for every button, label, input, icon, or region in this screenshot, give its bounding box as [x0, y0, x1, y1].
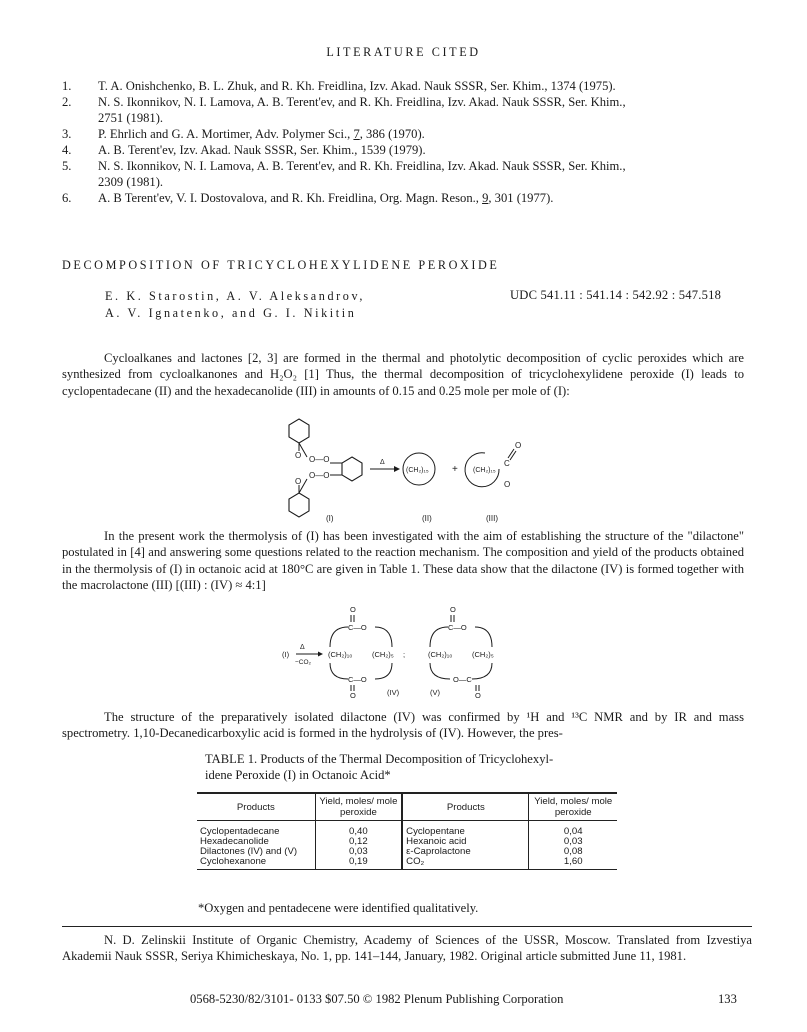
- reference-text: N. S. Ikonnikov, N. I. Lamova, A. B. Terent'ev, and R. Kh. Freidlina, Izv. Akad. Nauk SSSR, Ser. Khim.,: [98, 95, 626, 109]
- peroxide-link: O—O: [309, 455, 330, 464]
- ring-formula: (CH₂)₁₅: [473, 467, 496, 474]
- compound-label: (III): [486, 514, 498, 523]
- products-table: [197, 792, 617, 870]
- reference-item: [62, 190, 762, 206]
- carbonyl-oxygen: O: [475, 691, 481, 699]
- dilactone-V: [428, 607, 494, 699]
- table-cell: 0,12: [315, 837, 402, 847]
- plus-sign: +: [452, 464, 458, 475]
- reference-item: [62, 126, 762, 142]
- start-compound: (I): [282, 650, 290, 659]
- table-cell: 0,03: [315, 847, 402, 857]
- reference-text: A. B. Terent'ev, Izv. Akad. Nauk SSSR, Ser. Khim., 1539 (1979).: [98, 143, 426, 157]
- article-title: DECOMPOSITION OF TRICYCLOHEXYLIDENE PEROXIDE: [62, 258, 500, 272]
- carbonyl-oxygen: O: [350, 691, 356, 699]
- reference-continuation: [62, 174, 762, 190]
- reference-continuation: [62, 110, 762, 126]
- carbonyl-carbon: C: [504, 459, 510, 468]
- cyclohexane-ring-right: [342, 457, 362, 481]
- reference-text: T. A. Onishchenko, B. L. Zhuk, and R. Kh. Freidlina, Izv. Akad. Nauk SSSR, Ser. Khim., 1374 (1975).: [98, 79, 616, 93]
- carbonyl-bond: [508, 449, 514, 458]
- table-cell: Cyclohexanone: [197, 857, 315, 870]
- compound-label: (V): [430, 688, 440, 697]
- heat-symbol: Δ: [300, 644, 305, 651]
- body-paragraph: [62, 528, 744, 594]
- ring-oxygen: O: [504, 480, 511, 489]
- dilactone-IV: [328, 607, 400, 699]
- compound-label: (II): [422, 514, 432, 523]
- reference-item: [62, 158, 762, 174]
- table-cell: 1,60: [529, 857, 617, 870]
- ester-group: O—C: [453, 675, 472, 684]
- reference-list: [62, 78, 762, 206]
- table-caption: [205, 752, 635, 783]
- compound-label: (IV): [387, 688, 400, 697]
- paragraph-text: Cycloalkanes and lactones [2, 3] are formed in the thermal and photolytic decomposition of cyclic peroxides which are synthesized from cycloalkanones and H₂O₂ [1] Thus, the thermal decomposition of tricyclohexylidene peroxide (I) leads to cyclopentadecane (II) and the hexadecanolide (III) in amounts of 0.15 and 0.25 mole per mole of (I):: [62, 351, 744, 398]
- compound-label: (I): [326, 514, 334, 523]
- paragraph-text: In the present work the thermolysis of (I) has been investigated with the aim of establishing the structure of the "dilactone" postulated in [4] and answering some questions related to the reaction mechanism. The composition and yield of the products obtained in the thermolysis of (I) in octanoic acid at 180°C are given in Table 1. These data show that the dilactone (IV) is formed together with the macrolactone (III) [(III) : (IV) ≈ 4:1]: [62, 529, 744, 593]
- author-line: A. V. Ignatenko, and G. I. Nikitin: [105, 306, 357, 320]
- column-header: Products: [197, 793, 315, 821]
- table-cell: CO₂: [402, 857, 529, 870]
- reference-number: 2.: [62, 95, 72, 109]
- ester-group: C—O: [448, 623, 467, 632]
- affiliation-note: [62, 932, 752, 964]
- footer-divider: [62, 926, 752, 927]
- body-paragraph: [62, 709, 744, 742]
- reference-text: P. Ehrlich and G. A. Mortimer, Adv. Polymer Sci., 7, 386 (1970).: [98, 127, 425, 141]
- table-cell: 0,03: [529, 837, 617, 847]
- ester-group: C—O: [348, 675, 367, 684]
- reference-item: [62, 94, 762, 110]
- separator: ;: [403, 650, 406, 659]
- reaction-scheme-1: [280, 415, 540, 527]
- table-cell: Cyclopentane: [402, 821, 529, 838]
- table-row: [197, 857, 617, 870]
- reference-number: 3.: [62, 127, 72, 141]
- table-cell: ε-Caprolactone: [402, 847, 529, 857]
- reference-number: 1.: [62, 79, 72, 93]
- table-header-row: [197, 793, 617, 821]
- reference-text: 2751 (1981).: [98, 111, 164, 125]
- table-cell: Dilactones (IV) and (V): [200, 846, 298, 857]
- reaction-scheme-2: [280, 607, 530, 699]
- cyclohexane-ring-top: [289, 419, 309, 443]
- paragraph-text: The structure of the preparatively isolated dilactone (IV) was confirmed by ¹H and ¹³C NMR and by IR and mass spectrometry. 1,10-Decanedicarboxylic acid is formed in the hydrolysis of (IV). However, the pres-: [62, 710, 744, 741]
- copyright-line: 0568-5230/82/3101- 0133 $07.50 © 1982 Plenum Publishing Corporation: [190, 992, 564, 1006]
- column-header: Products: [402, 793, 529, 821]
- intro-paragraph: [62, 350, 744, 399]
- ring-formula: (CH₂)₁₅: [406, 467, 429, 474]
- reference-item: [62, 78, 762, 94]
- caption-line: TABLE 1. Products of the Thermal Decomposition of Tricyclohexyl-: [205, 752, 554, 766]
- caption-line: idene Peroxide (I) in Octanoic Acid*: [205, 767, 391, 782]
- arrow-head: [318, 652, 323, 657]
- peroxide-bonds: [299, 443, 342, 493]
- literature-cited-heading: LITERATURE CITED: [326, 45, 481, 59]
- author-list: [105, 288, 365, 322]
- oxygen-atom: O: [295, 477, 302, 486]
- chain-label: (CH₂)₁₀: [428, 650, 453, 659]
- chain-label: (CH₂)₅: [472, 650, 494, 659]
- carbonyl-oxygen: O: [515, 441, 522, 450]
- column-header: Yield, moles/ mole peroxide: [529, 793, 617, 821]
- table-row: [197, 821, 617, 838]
- table-cell: 0,04: [529, 821, 617, 838]
- table-cell: Cyclopentadecane: [200, 826, 280, 837]
- affiliation-text: N. D. Zelinskii Institute of Organic Chemistry, Academy of Sciences of the USSR, Moscow. Translated from Izvestiya Akademii Nauk SSSR, Seriya Khimicheskaya, No. 1, pp. 141–144, January, 1982. Original article submitted June 11, 1981.: [62, 933, 752, 963]
- chain-label: (CH₂)₅: [372, 650, 394, 659]
- page-number: 133: [718, 992, 737, 1006]
- ester-group: C—O: [348, 623, 367, 632]
- reference-number: 5.: [62, 159, 72, 173]
- table-cell: 0,40: [315, 821, 402, 838]
- table-cell: 0,19: [315, 857, 402, 870]
- reference-number: 6.: [62, 191, 72, 205]
- reference-text: A. B Terent'ev, V. I. Dostovalova, and R. Kh. Freidlina, Org. Magn. Reson., 9, 301 (1977).: [98, 191, 554, 205]
- co2-loss: −CO₂: [295, 659, 312, 666]
- oxygen-atom: O: [295, 451, 302, 460]
- table-cell: 0,08: [529, 847, 617, 857]
- reference-item: [62, 142, 762, 158]
- reference-text: 2309 (1981).: [98, 175, 164, 189]
- reference-number: 4.: [62, 143, 72, 157]
- table-cell: Hexanoic acid: [402, 837, 529, 847]
- heat-symbol: Δ: [380, 459, 385, 466]
- author-line: E. K. Starostin, A. V. Aleksandrov,: [105, 289, 366, 303]
- chain-label: (CH₂)₁₀: [328, 650, 353, 659]
- reference-text: N. S. Ikonnikov, N. I. Lamova, A. B. Terent'ev, and R. Kh. Freidlina, Izv. Akad. Nauk SSSR, Ser. Khim.,: [98, 159, 626, 173]
- table-footnote: *Oxygen and pentadecene were identified qualitatively.: [198, 901, 479, 915]
- table-cell: Hexadecanolide: [200, 836, 269, 847]
- carbonyl-oxygen: O: [350, 607, 356, 614]
- column-header: Yield, moles/ mole peroxide: [315, 793, 402, 821]
- cyclohexane-ring-bottom: [289, 493, 309, 517]
- volume-number: 9: [482, 191, 489, 205]
- carbonyl-oxygen: O: [450, 607, 456, 614]
- carbonyl-bond: [510, 451, 516, 460]
- volume-number: 7: [353, 127, 360, 141]
- peroxide-link: O—O: [309, 471, 330, 480]
- udc-code: UDC 541.11 : 541.14 : 542.92 : 547.518: [510, 288, 722, 302]
- reaction-arrow: [370, 459, 400, 472]
